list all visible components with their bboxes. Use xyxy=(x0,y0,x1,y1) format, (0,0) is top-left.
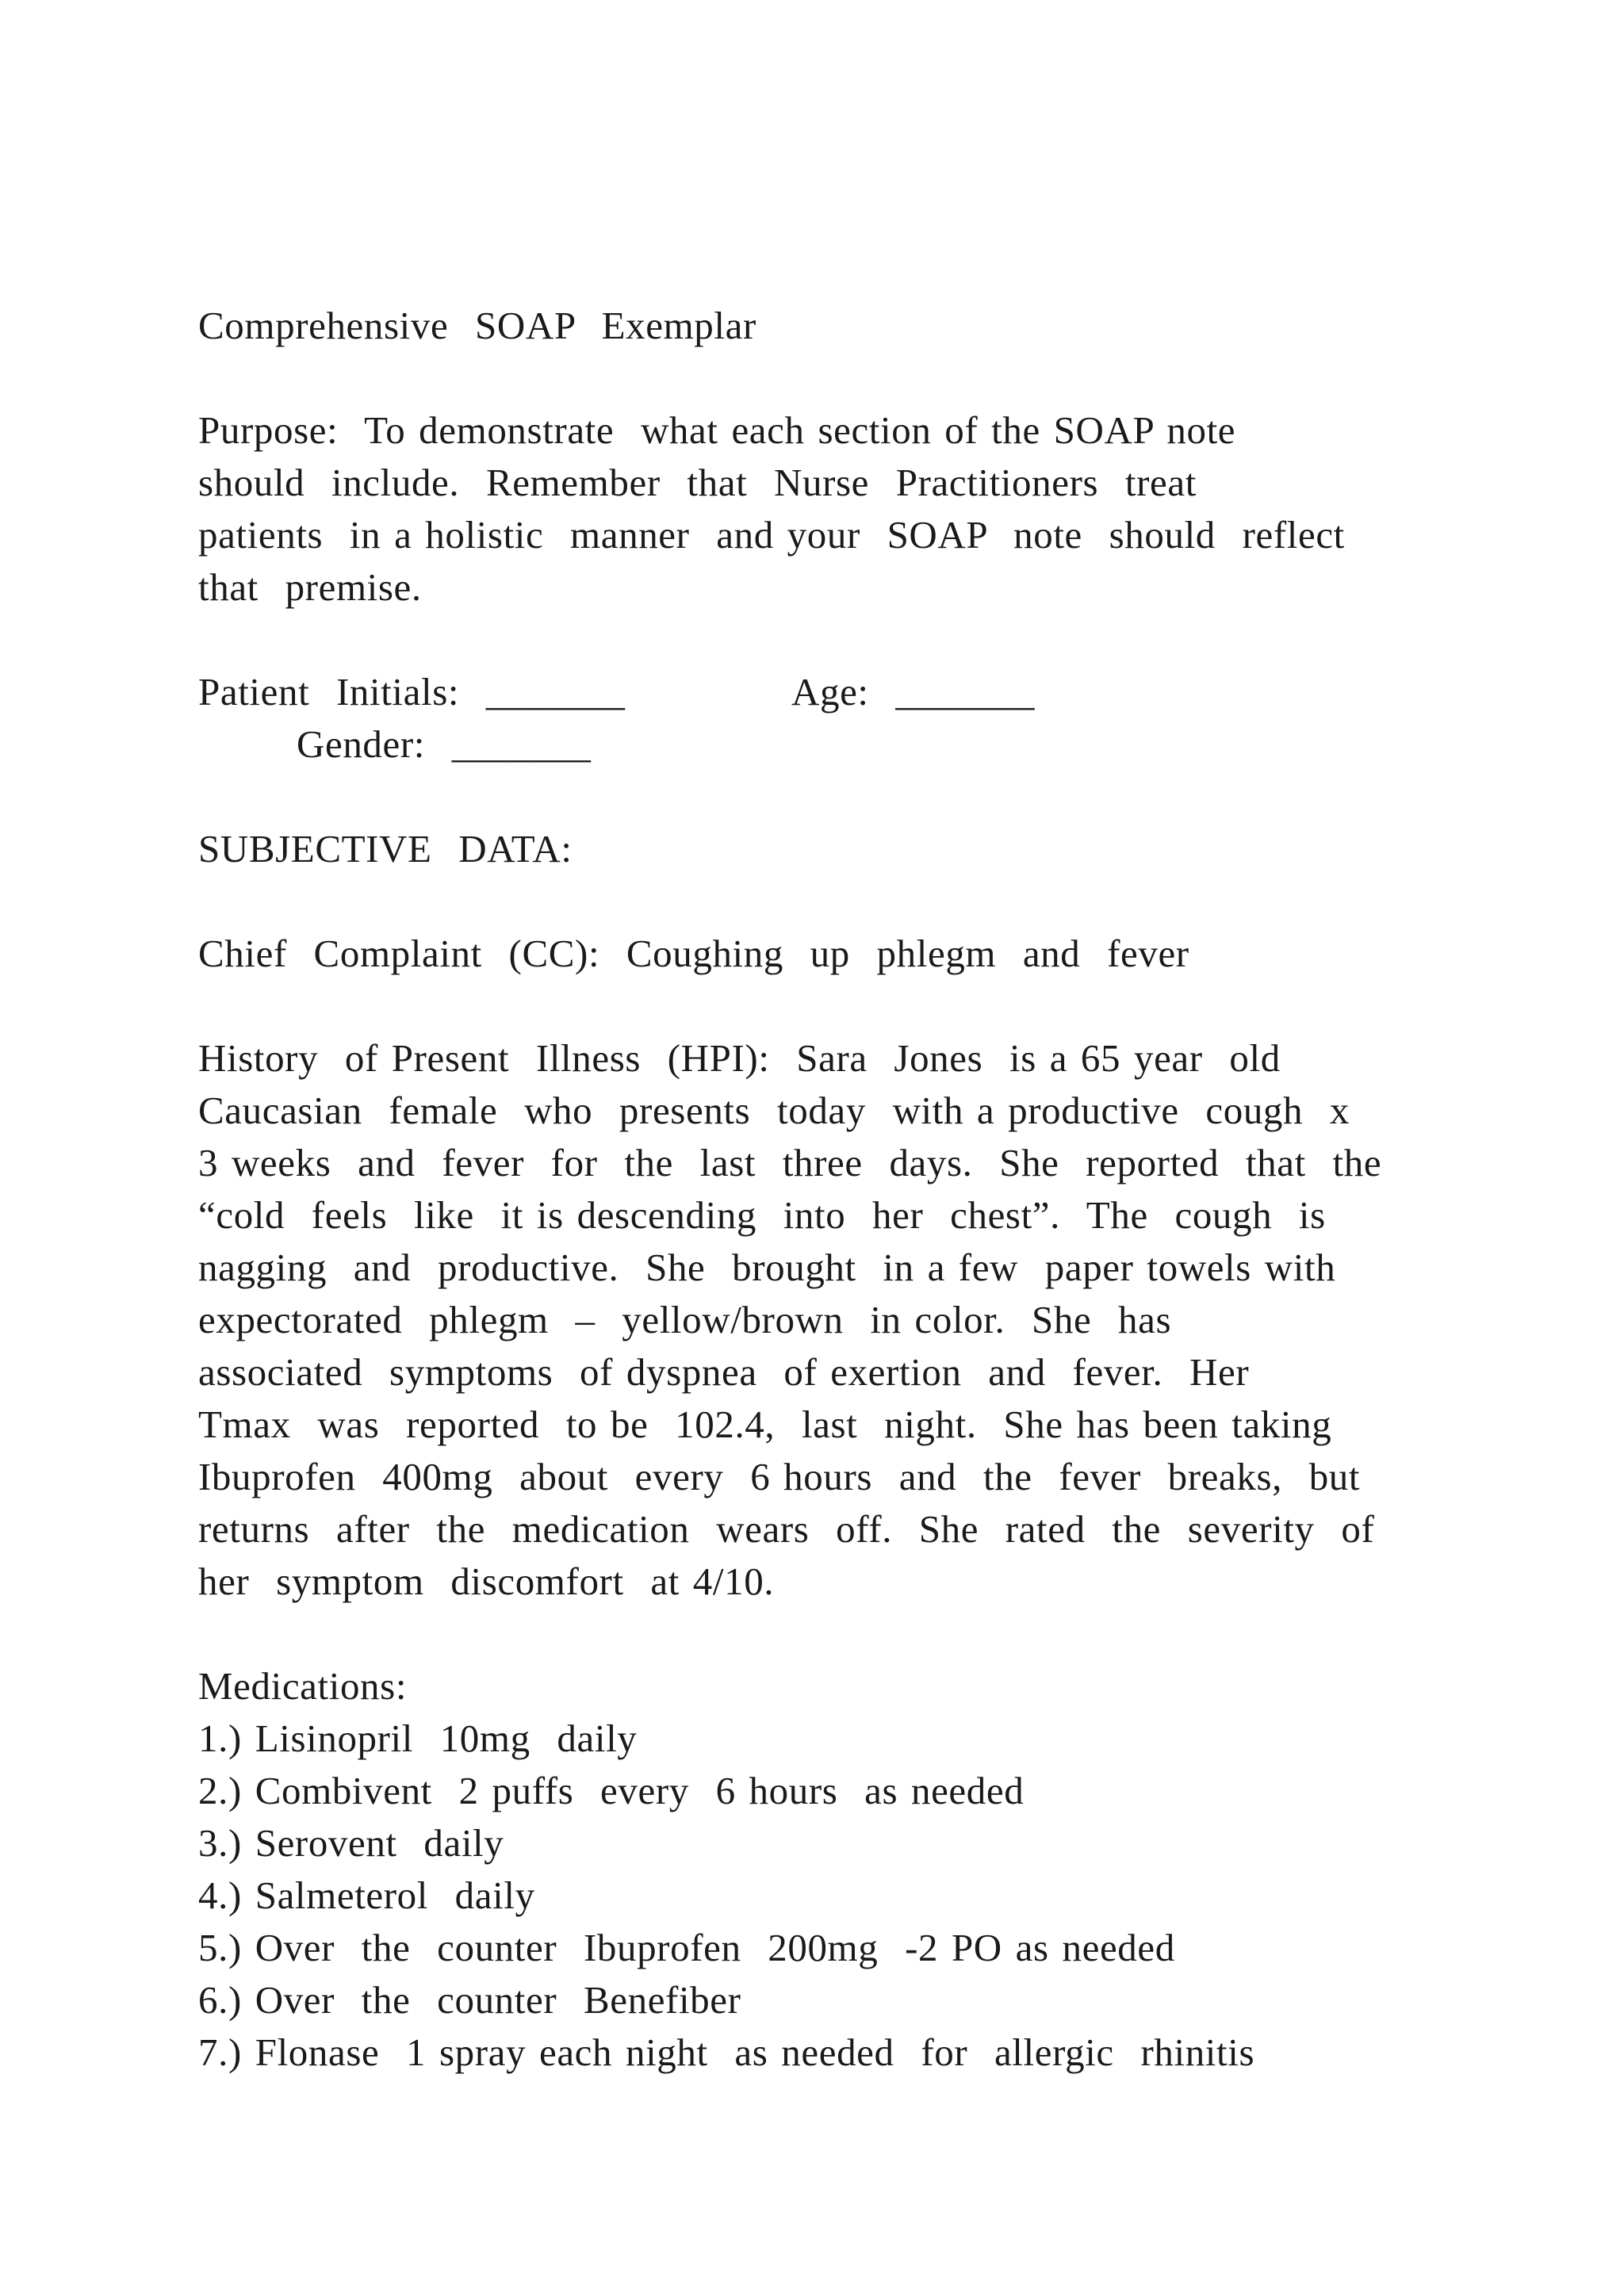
purpose-line: patients in a holistic manner and your SOAP note should reflect xyxy=(198,513,1345,557)
purpose-line: Purpose: To demonstrate what each section of the SOAP note xyxy=(198,408,1236,452)
spacer xyxy=(198,352,1483,404)
hpi-paragraph xyxy=(198,1032,1483,1608)
gender-field: Gender: _______ xyxy=(297,722,592,766)
hpi-line: expectorated phlegm – yellow/brown in color. She has xyxy=(198,1298,1172,1341)
spacer xyxy=(198,1608,1483,1660)
subjective-heading: SUBJECTIVE DATA: xyxy=(198,827,573,871)
patient-initials-field: Patient Initials: _______ xyxy=(198,670,626,714)
hpi-line: Tmax was reported to be 102.4, last night. She has been taking xyxy=(198,1402,1332,1446)
hpi-line: nagging and productive. She brought in a few paper towels with xyxy=(198,1246,1336,1289)
medication-item: 5.) Over the counter Ibuprofen 200mg -2 PO as needed xyxy=(198,1926,1175,1969)
hpi-line: her symptom discomfort at 4/10. xyxy=(198,1559,775,1603)
medications-heading: Medications: xyxy=(198,1664,408,1708)
spacer xyxy=(198,771,1483,823)
age-field: Age: _______ xyxy=(791,670,1036,714)
hpi-line: associated symptoms of dyspnea of exertion and fever. Her xyxy=(198,1350,1250,1394)
chief-complaint: Chief Complaint (CC): Coughing up phlegm and fever xyxy=(198,932,1189,975)
spacer xyxy=(198,875,1483,928)
hpi-line: History of Present Illness (HPI): Sara Jones is a 65 year old xyxy=(198,1036,1281,1080)
purpose-line: that premise. xyxy=(198,565,422,609)
document-title: Comprehensive SOAP Exemplar xyxy=(198,304,756,347)
medication-item: 2.) Combivent 2 puffs every 6 hours as needed xyxy=(198,1769,1025,1812)
medication-item: 6.) Over the counter Benefiber xyxy=(198,1978,741,2022)
purpose-paragraph xyxy=(198,404,1483,614)
spacer xyxy=(198,614,1483,666)
spacer xyxy=(198,980,1483,1032)
patient-initials-age-row xyxy=(198,666,1483,718)
medication-item: 4.) Salmeterol daily xyxy=(198,1873,535,1917)
hpi-line: Ibuprofen 400mg about every 6 hours and the fever breaks, but xyxy=(198,1455,1361,1498)
medication-item: 7.) Flonase 1 spray each night as needed for allergic rhinitis xyxy=(198,2030,1255,2074)
medication-item: 3.) Serovent daily xyxy=(198,1821,504,1865)
hpi-line: “cold feels like it is descending into her chest”. The cough is xyxy=(198,1193,1326,1237)
purpose-line: should include. Remember that Nurse Practitioners treat xyxy=(198,461,1197,504)
hpi-line: returns after the medication wears off. She rated the severity of xyxy=(198,1507,1375,1551)
medications-list xyxy=(198,1712,1483,2079)
medication-item: 1.) Lisinopril 10mg daily xyxy=(198,1716,638,1760)
document-page xyxy=(198,300,1483,2079)
patient-fields xyxy=(198,666,1483,771)
hpi-line: Caucasian female who presents today with a productive cough x xyxy=(198,1089,1350,1132)
hpi-line: 3 weeks and fever for the last three days. She reported that the xyxy=(198,1141,1382,1184)
